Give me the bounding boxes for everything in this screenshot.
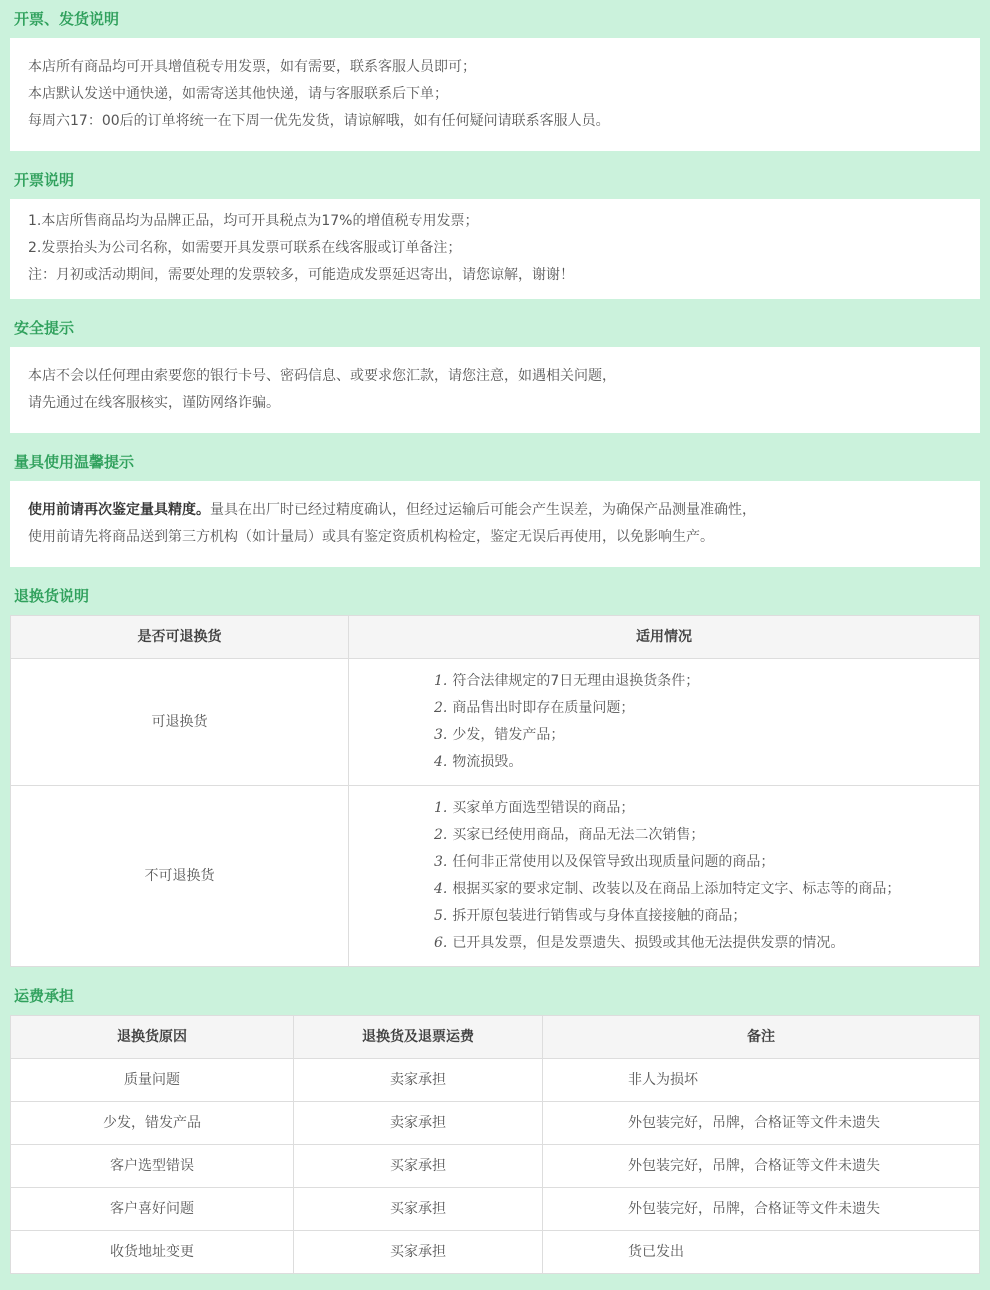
fee-note-cell: 货已发出 xyxy=(543,1231,980,1274)
list-item xyxy=(434,903,959,930)
table-header-row xyxy=(11,1016,980,1059)
section-title-invoice-shipping: 开票、发货说明 xyxy=(14,10,120,28)
policy-line: 2.发票抬头为公司名称，如需要开具发票可联系在线客服或订单备注； xyxy=(28,240,462,256)
section-title-shipping-fee: 运费承担 xyxy=(14,987,75,1005)
list-item xyxy=(434,695,959,722)
fee-header-bearer: 退换货及退票运费 xyxy=(294,1016,543,1059)
list-item xyxy=(434,749,959,776)
item-number: 2. xyxy=(434,700,448,716)
fee-reason-cell: 少发，错发产品 xyxy=(11,1102,294,1145)
table-row xyxy=(11,1145,980,1188)
policy-line: 请先通过在线客服核实，谨防网络诈骗。 xyxy=(28,395,280,411)
list-item xyxy=(434,849,959,876)
item-text: 物流损毁。 xyxy=(452,754,523,770)
shipping-fee-table-header xyxy=(11,1016,980,1059)
returns-header-status: 是否可退换货 xyxy=(11,616,349,659)
returns-status-cell: 不可退换货 xyxy=(11,786,349,967)
list-item xyxy=(434,668,959,695)
fee-note-cell: 非人为损坏 xyxy=(543,1059,980,1102)
fee-bearer-cell: 买家承担 xyxy=(294,1188,543,1231)
item-number: 3. xyxy=(434,727,448,743)
item-text: 买家单方面选型错误的商品； xyxy=(452,800,635,816)
table-row xyxy=(11,1102,980,1145)
measuring-tool-box xyxy=(10,481,980,567)
policy-line: 本店不会以任何理由索要您的银行卡号、密码信息、或要求您汇款，请您注意，如遇相关问题， xyxy=(28,368,616,384)
list-item xyxy=(434,795,959,822)
shipping-fee-table xyxy=(10,1015,980,1274)
returns-table xyxy=(10,615,980,967)
item-number: 6. xyxy=(434,935,448,951)
returns-header-cases: 适用情况 xyxy=(349,616,980,659)
returns-cases-cell xyxy=(349,659,980,786)
returns-status-cell: 可退换货 xyxy=(11,659,349,786)
list-item xyxy=(434,722,959,749)
list-item xyxy=(434,876,959,903)
fee-note-cell: 外包装完好，吊牌，合格证等文件未遗失 xyxy=(543,1102,980,1145)
cases-list xyxy=(434,668,959,776)
fee-reason-cell: 质量问题 xyxy=(11,1059,294,1102)
policy-line xyxy=(28,497,962,524)
table-row xyxy=(11,1188,980,1231)
item-number: 2. xyxy=(434,827,448,843)
fee-bearer-cell: 卖家承担 xyxy=(294,1059,543,1102)
table-row xyxy=(11,786,980,967)
item-number: 1. xyxy=(434,800,448,816)
section-title-measuring-tool: 量具使用温馨提示 xyxy=(14,453,135,471)
invoice-shipping-box xyxy=(10,38,980,151)
section-title-security: 安全提示 xyxy=(14,319,75,337)
fee-reason-cell: 客户喜好问题 xyxy=(11,1188,294,1231)
item-text: 已开具发票，但是发票遗失、损毁或其他无法提供发票的情况。 xyxy=(452,935,845,951)
item-number: 4. xyxy=(434,881,448,897)
table-row xyxy=(11,659,980,786)
cases-list xyxy=(434,795,959,957)
policy-line: 每周六17：00后的订单将统一在下周一优先发货，请谅解哦，如有任何疑问请联系客服人员。 xyxy=(28,113,610,129)
policy-line: 1.本店所售商品均为品牌正品，均可开具税点为17%的增值税专用发票； xyxy=(28,213,479,229)
item-number: 1. xyxy=(434,673,448,689)
fee-note-cell: 外包装完好，吊牌，合格证等文件未遗失 xyxy=(543,1188,980,1231)
security-box xyxy=(10,347,980,433)
item-text: 商品售出时即存在质量问题； xyxy=(452,700,635,716)
returns-table-header xyxy=(11,616,980,659)
measuring-line-rest: 量具在出厂时已经过精度确认，但经过运输后可能会产生误差，为确保产品测量准确性， xyxy=(210,502,756,518)
item-text: 少发，错发产品； xyxy=(452,727,565,743)
item-number: 5. xyxy=(434,908,448,924)
measuring-lead-bold: 使用前请再次鉴定量具精度。 xyxy=(28,502,210,518)
item-number: 3. xyxy=(434,854,448,870)
fee-note-cell: 外包装完好，吊牌，合格证等文件未遗失 xyxy=(543,1145,980,1188)
policy-line: 本店所有商品均可开具增值税专用发票，如有需要，联系客服人员即可； xyxy=(28,59,476,75)
table-header-row xyxy=(11,616,980,659)
table-row xyxy=(11,1059,980,1102)
table-row xyxy=(11,1231,980,1274)
invoice-box xyxy=(10,199,980,299)
fee-bearer-cell: 卖家承担 xyxy=(294,1102,543,1145)
item-text: 买家已经使用商品，商品无法二次销售； xyxy=(452,827,705,843)
fee-bearer-cell: 买家承担 xyxy=(294,1231,543,1274)
item-text: 任何非正常使用以及保管导致出现质量问题的商品； xyxy=(452,854,775,870)
fee-reason-cell: 客户选型错误 xyxy=(11,1145,294,1188)
section-title-returns: 退换货说明 xyxy=(14,587,90,605)
returns-cases-cell xyxy=(349,786,980,967)
fee-bearer-cell: 买家承担 xyxy=(294,1145,543,1188)
item-text: 根据买家的要求定制、改装以及在商品上添加特定文字、标志等的商品； xyxy=(452,881,901,897)
policy-line: 本店默认发送中通快递，如需寄送其他快递，请与客服联系后下单； xyxy=(28,86,448,102)
item-number: 4. xyxy=(434,754,448,770)
item-text: 符合法律规定的7日无理由退换货条件； xyxy=(452,673,700,689)
policy-line: 使用前请先将商品送到第三方机构（如计量局）或具有鉴定资质机构检定，鉴定无误后再使用，以免影响生产。 xyxy=(28,529,714,545)
section-title-invoice: 开票说明 xyxy=(14,171,75,189)
list-item xyxy=(434,930,959,957)
policy-line: 注：月初或活动期间，需要处理的发票较多，可能造成发票延迟寄出，请您谅解，谢谢！ xyxy=(28,267,574,283)
fee-header-note: 备注 xyxy=(543,1016,980,1059)
list-item xyxy=(434,822,959,849)
fee-reason-cell: 收货地址变更 xyxy=(11,1231,294,1274)
item-text: 拆开原包装进行销售或与身体直接接触的商品； xyxy=(452,908,747,924)
fee-header-reason: 退换货原因 xyxy=(11,1016,294,1059)
